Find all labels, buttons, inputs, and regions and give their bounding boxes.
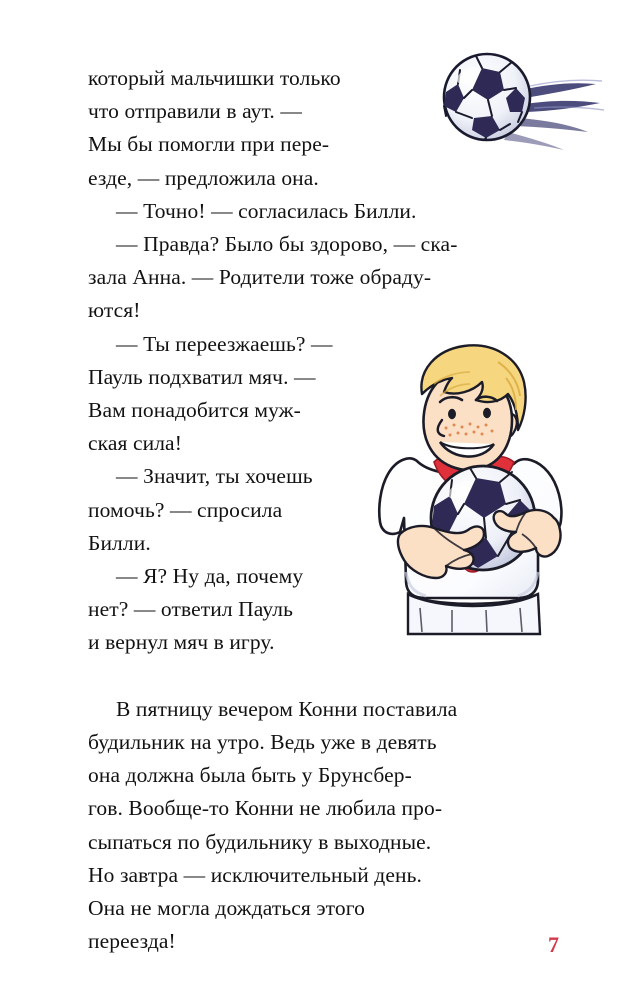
- text-line: зала Анна. — Родители тоже обраду-: [88, 265, 432, 290]
- text-line: гов. Вообще-то Конни не любила про-: [88, 796, 443, 821]
- text-line: Вам понадобится муж-: [88, 398, 301, 423]
- text-line: — Я? Ну да, почему: [116, 564, 304, 589]
- page-number: 7: [548, 932, 559, 957]
- text-line: ются!: [88, 298, 141, 323]
- text-line: — Правда? Было бы здорово, — ска-: [116, 232, 458, 257]
- text-line: сыпаться по будильнику в выходные.: [88, 829, 432, 854]
- text-line: — Ты переезжаешь? —: [116, 331, 333, 356]
- text-line: который мальчишки только: [88, 66, 341, 90]
- text-line: Билли.: [88, 530, 151, 555]
- text-line: переезда!: [88, 929, 176, 954]
- text-line: будильник на утро. Ведь уже в девять: [88, 730, 437, 755]
- text-line: В пятницу вечером Конни поставила: [116, 696, 458, 721]
- text-line: она должна была быть у Брунсбер-: [88, 763, 412, 788]
- text-line: и вернул мяч в игру.: [88, 630, 275, 655]
- text-line: ская сила!: [88, 431, 182, 456]
- text-line: Мы бы помогли при пере-: [88, 132, 330, 157]
- text-line: — Значит, ты хочешь: [116, 464, 313, 489]
- text-line: что отправили в аут. —: [88, 99, 302, 124]
- paragraph-spacer: [88, 660, 546, 693]
- text-line: Пауль подхватил мяч. —: [88, 364, 316, 389]
- text-line: — Точно! — согласилась Билли.: [116, 198, 417, 223]
- page-text-body: [88, 62, 546, 958]
- text-line: нет? — ответил Пауль: [88, 597, 293, 622]
- text-line: Но завтра — исключительный день.: [88, 862, 422, 887]
- text-line: помочь? — спросила: [88, 497, 283, 522]
- text-line: Она не могла дождаться этого: [88, 896, 365, 921]
- text-line: езде, — предложила она.: [88, 165, 319, 190]
